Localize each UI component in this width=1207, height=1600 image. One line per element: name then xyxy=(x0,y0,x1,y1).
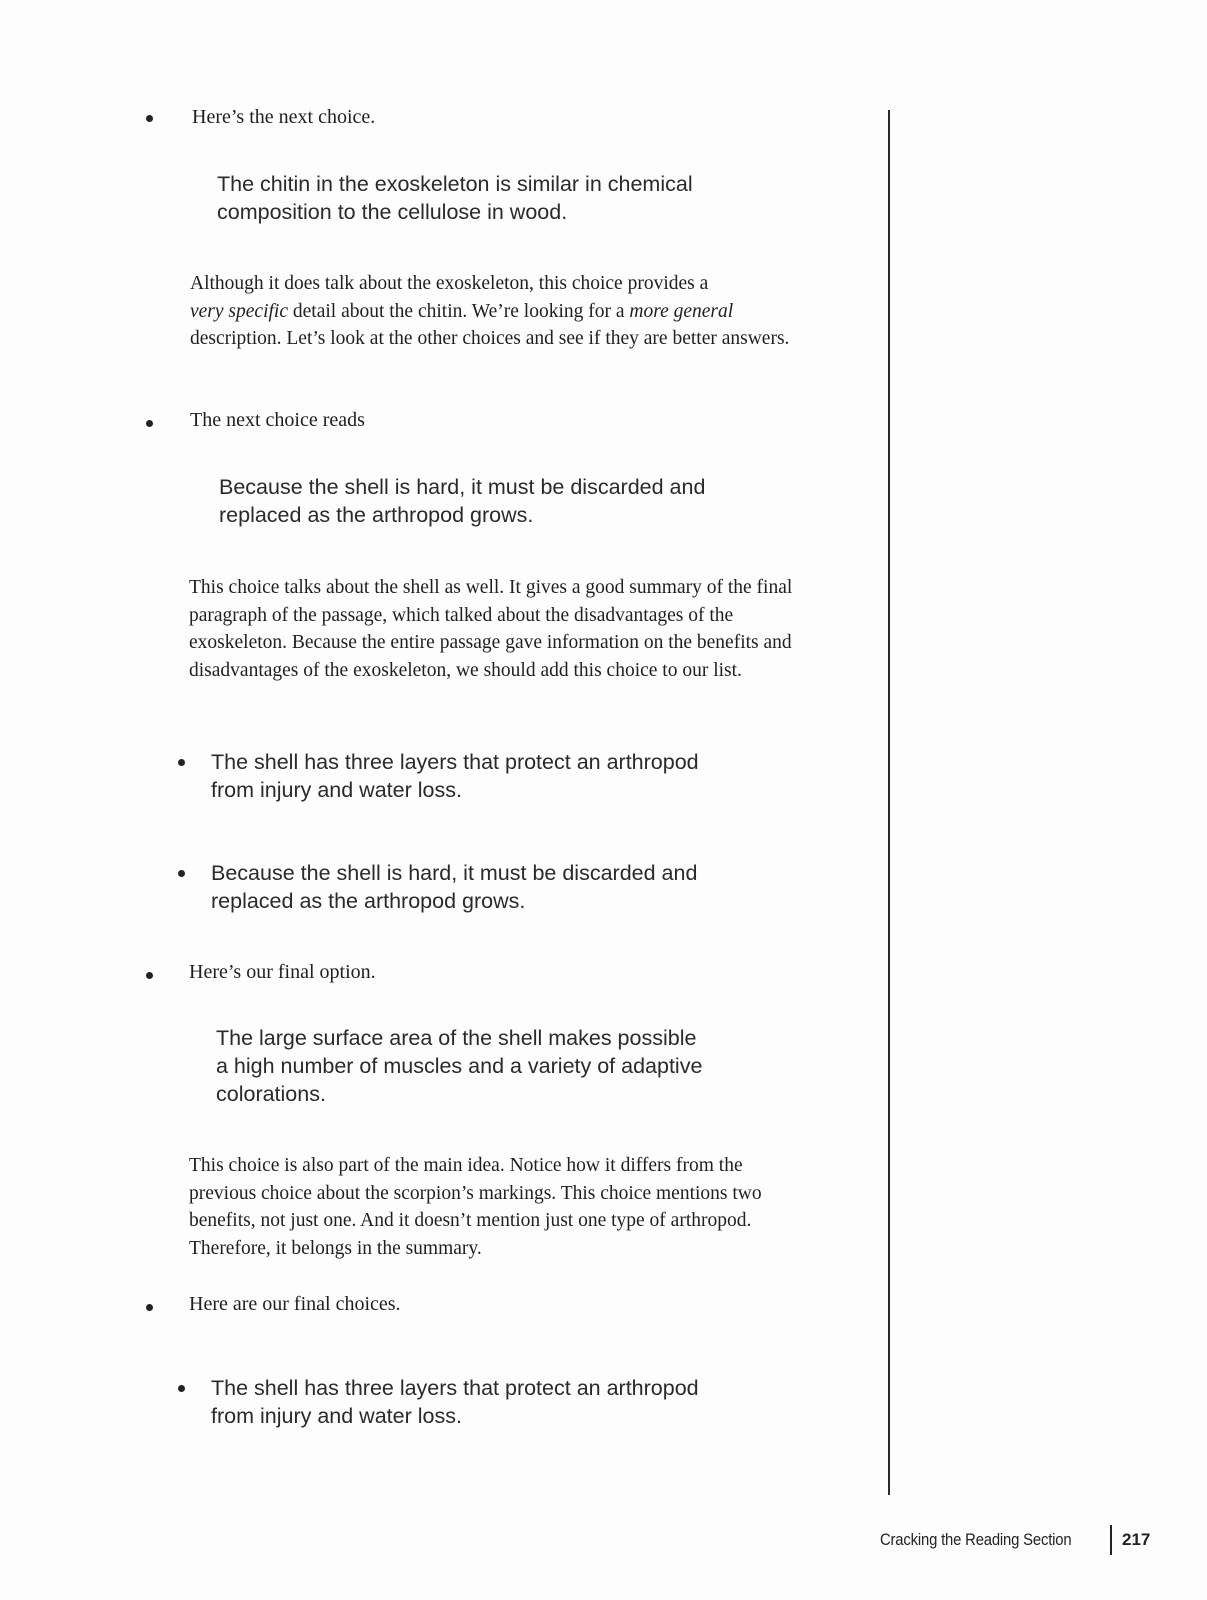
lead-text: The next choice reads xyxy=(190,409,365,431)
para-text: detail about the chitin. We’re looking for a xyxy=(288,300,630,322)
explanation-paragraph xyxy=(190,270,800,353)
page-number: 217 xyxy=(1122,1530,1151,1549)
lead-text: Here’s the next choice. xyxy=(192,106,376,128)
answer-choice: The large surface area of the shell makes possible a high number of muscles and a variety of adaptive colorations. xyxy=(216,1026,703,1106)
list-item: The shell has three layers that protect an arthropod from injury and water loss. xyxy=(211,1376,699,1428)
bullet-dot xyxy=(146,115,153,122)
bullet-dot xyxy=(146,1304,153,1311)
list-item: The shell has three layers that protect an arthropod from injury and water loss. xyxy=(211,750,699,802)
bullet-dot xyxy=(146,420,153,427)
page-footer xyxy=(880,1525,1150,1555)
list-bullet-dot xyxy=(178,870,185,877)
list-bullet-dot xyxy=(178,759,185,766)
lead-text: Here’s our final option. xyxy=(189,961,376,983)
lead-text: Here are our final choices. xyxy=(189,1293,401,1315)
answer-choice: Because the shell is hard, it must be discarded and replaced as the arthropod grows. xyxy=(219,475,706,527)
section-title: Cracking the Reading Section xyxy=(880,1530,1072,1549)
answer-choice: The chitin in the exoskeleton is similar in chemical composition to the cellulose in wood. xyxy=(217,172,693,224)
emphasis-text: more general xyxy=(629,300,734,322)
bullet-dot xyxy=(146,972,153,979)
emphasis-text: very specific xyxy=(190,300,288,322)
explanation-paragraph: This choice talks about the shell as well. It gives a good summary of the final paragraph of the passage, which talked about the disadvantages of the exoskeleton. Because the entire passage gave information on the benefits and disadvantages of the exoskeleton, we should add this choice to our list. xyxy=(189,577,793,681)
explanation-paragraph: This choice is also part of the main idea. Notice how it differs from the previous choice about the scorpion’s markings. This choice mentions two benefits, not just one. And it doesn’t mention just one type of arthropod. Therefore, it belongs in the summary. xyxy=(189,1155,762,1259)
para-text: description. Let’s look at the other choices and see if they are better answers. xyxy=(190,328,790,349)
list-bullet-dot xyxy=(178,1385,185,1392)
list-item: Because the shell is hard, it must be discarded and replaced as the arthropod grows. xyxy=(211,861,698,913)
margin-rule xyxy=(888,110,890,1495)
para-text: Although it does talk about the exoskeleton, this choice provides a xyxy=(190,273,709,294)
footer-divider xyxy=(1110,1525,1112,1555)
